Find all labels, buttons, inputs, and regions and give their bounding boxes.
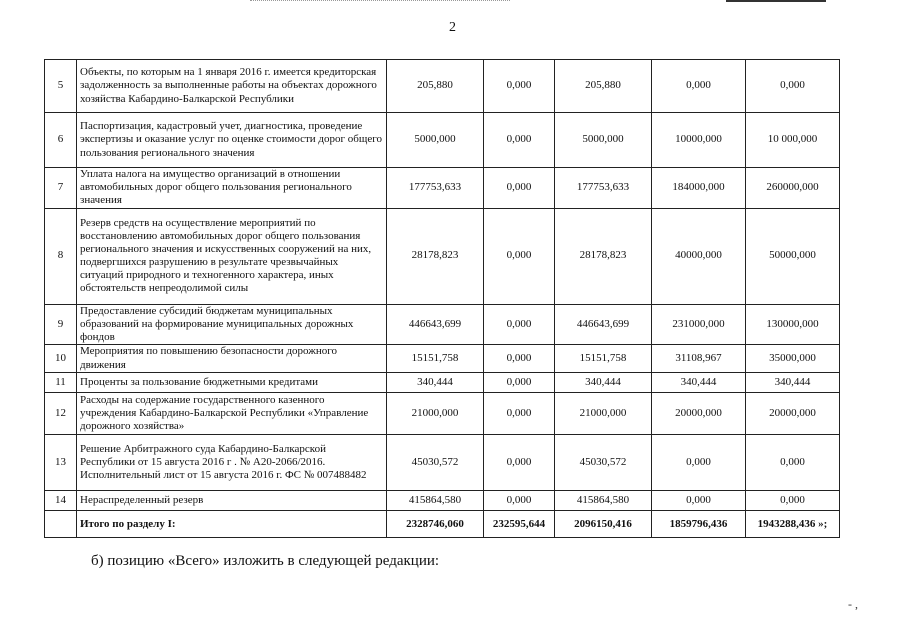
row-value-2: 0,000: [484, 491, 555, 511]
row-number: 9: [45, 304, 77, 345]
row-value-1: 340,444: [387, 373, 484, 393]
row-value-2: 0,000: [484, 304, 555, 345]
row-value-1: 205,880: [387, 60, 484, 113]
row-name: Уплата налога на имущество организаций в отношении автомобильных дорог общего пользования регионального значения: [77, 168, 387, 209]
row-value-4: 20000,000: [652, 393, 746, 435]
row-name: Нераспределенный резерв: [77, 491, 387, 511]
row-value-2: 0,000: [484, 345, 555, 373]
row-value-5: 10 000,000: [746, 113, 840, 168]
row-value-3: 340,444: [555, 373, 652, 393]
total-value-4: 1859796,436: [652, 511, 746, 538]
row-value-2: 0,000: [484, 60, 555, 113]
row-value-5: 20000,000: [746, 393, 840, 435]
total-value-3: 2096150,416: [555, 511, 652, 538]
row-value-1: 45030,572: [387, 435, 484, 491]
total-value-5: 1943288,436 »;: [746, 511, 840, 538]
row-value-1: 446643,699: [387, 304, 484, 345]
row-value-2: 0,000: [484, 168, 555, 209]
amendment-paragraph: б) позицию «Всего» изложить в следующей редакции:: [91, 553, 440, 569]
row-value-5: 0,000: [746, 491, 840, 511]
row-name: Расходы на содержание государственного казенного учреждения Кабардино-Балкарской Республики «Управление дорожного хозяйства»: [77, 393, 387, 435]
row-value-3: 5000,000: [555, 113, 652, 168]
total-label: Итого по разделу I:: [77, 511, 387, 538]
total-value-1: 2328746,060: [387, 511, 484, 538]
row-value-5: 50000,000: [746, 208, 840, 304]
row-value-3: 205,880: [555, 60, 652, 113]
row-name: Решение Арбитражного суда Кабардино-Балкарской Республики от 15 августа 2016 г . № А20-2066/2016. Исполнительный лист от 15 августа 2016 г. ФС № 007488482: [77, 435, 387, 491]
row-value-3: 15151,758: [555, 345, 652, 373]
row-value-4: 0,000: [652, 60, 746, 113]
row-value-2: 0,000: [484, 435, 555, 491]
page-number: 2: [449, 20, 456, 35]
table-row: [45, 435, 840, 491]
row-value-5: 35000,000: [746, 345, 840, 373]
table-row: [45, 491, 840, 511]
row-value-1: 21000,000: [387, 393, 484, 435]
row-name: Паспортизация, кадастровый учет, диагностика, проведение экспертизы и оказание услуг по оценке стоимости дорог общего пользования регионального значения: [77, 113, 387, 168]
row-number: 13: [45, 435, 77, 491]
row-number: 8: [45, 208, 77, 304]
row-name: Проценты за пользование бюджетными кредитами: [77, 373, 387, 393]
table-row: [45, 393, 840, 435]
total-number: [45, 511, 77, 538]
row-value-4: 340,444: [652, 373, 746, 393]
row-value-4: 31108,967: [652, 345, 746, 373]
row-value-3: 415864,580: [555, 491, 652, 511]
row-value-3: 177753,633: [555, 168, 652, 209]
row-number: 10: [45, 345, 77, 373]
row-value-3: 21000,000: [555, 393, 652, 435]
row-value-4: 0,000: [652, 435, 746, 491]
scan-header-dotted-line: [250, 0, 510, 1]
total-row: [45, 511, 840, 538]
row-number: 14: [45, 491, 77, 511]
row-name: Резерв средств на осуществление мероприятий по восстановлению автомобильных дорог общего пользования регионального значения и искусственных сооружений на них, подвергшихся разрушению в результате чрезвычайных ситуаций природного и техногенного характера, иных обстоятельств непреодолимой силы: [77, 208, 387, 304]
row-value-1: 177753,633: [387, 168, 484, 209]
table-row: [45, 345, 840, 373]
row-value-5: 0,000: [746, 435, 840, 491]
row-value-4: 0,000: [652, 491, 746, 511]
row-value-3: 446643,699: [555, 304, 652, 345]
scan-marks: - ,: [848, 597, 858, 611]
table-row: [45, 208, 840, 304]
row-value-1: 415864,580: [387, 491, 484, 511]
row-value-5: 0,000: [746, 60, 840, 113]
row-name: Мероприятия по повышению безопасности дорожного движения: [77, 345, 387, 373]
row-value-3: 45030,572: [555, 435, 652, 491]
row-value-1: 28178,823: [387, 208, 484, 304]
row-number: 6: [45, 113, 77, 168]
row-value-5: 340,444: [746, 373, 840, 393]
row-number: 11: [45, 373, 77, 393]
row-value-2: 0,000: [484, 208, 555, 304]
row-value-5: 260000,000: [746, 168, 840, 209]
row-number: 7: [45, 168, 77, 209]
budget-table: [44, 59, 840, 538]
table-row: [45, 113, 840, 168]
row-value-2: 0,000: [484, 113, 555, 168]
row-value-4: 184000,000: [652, 168, 746, 209]
row-value-2: 0,000: [484, 393, 555, 435]
table-row: [45, 168, 840, 209]
row-value-4: 40000,000: [652, 208, 746, 304]
row-value-2: 0,000: [484, 373, 555, 393]
row-value-5: 130000,000: [746, 304, 840, 345]
row-name: Предоставление субсидий бюджетам муниципальных образований на формирование муниципальных дорожных фондов: [77, 304, 387, 345]
row-value-1: 5000,000: [387, 113, 484, 168]
row-value-4: 231000,000: [652, 304, 746, 345]
row-value-3: 28178,823: [555, 208, 652, 304]
table-row: [45, 373, 840, 393]
row-value-1: 15151,758: [387, 345, 484, 373]
row-name: Объекты, по которым на 1 января 2016 г. имеется кредиторская задолженность за выполненные работы на объектах дорожного хозяйства Кабардино-Балкарской Республики: [77, 60, 387, 113]
row-number: 5: [45, 60, 77, 113]
total-value-2: 232595,644: [484, 511, 555, 538]
row-number: 12: [45, 393, 77, 435]
table-row: [45, 60, 840, 113]
scan-header-mark: [726, 0, 826, 2]
table-row: [45, 304, 840, 345]
row-value-4: 10000,000: [652, 113, 746, 168]
